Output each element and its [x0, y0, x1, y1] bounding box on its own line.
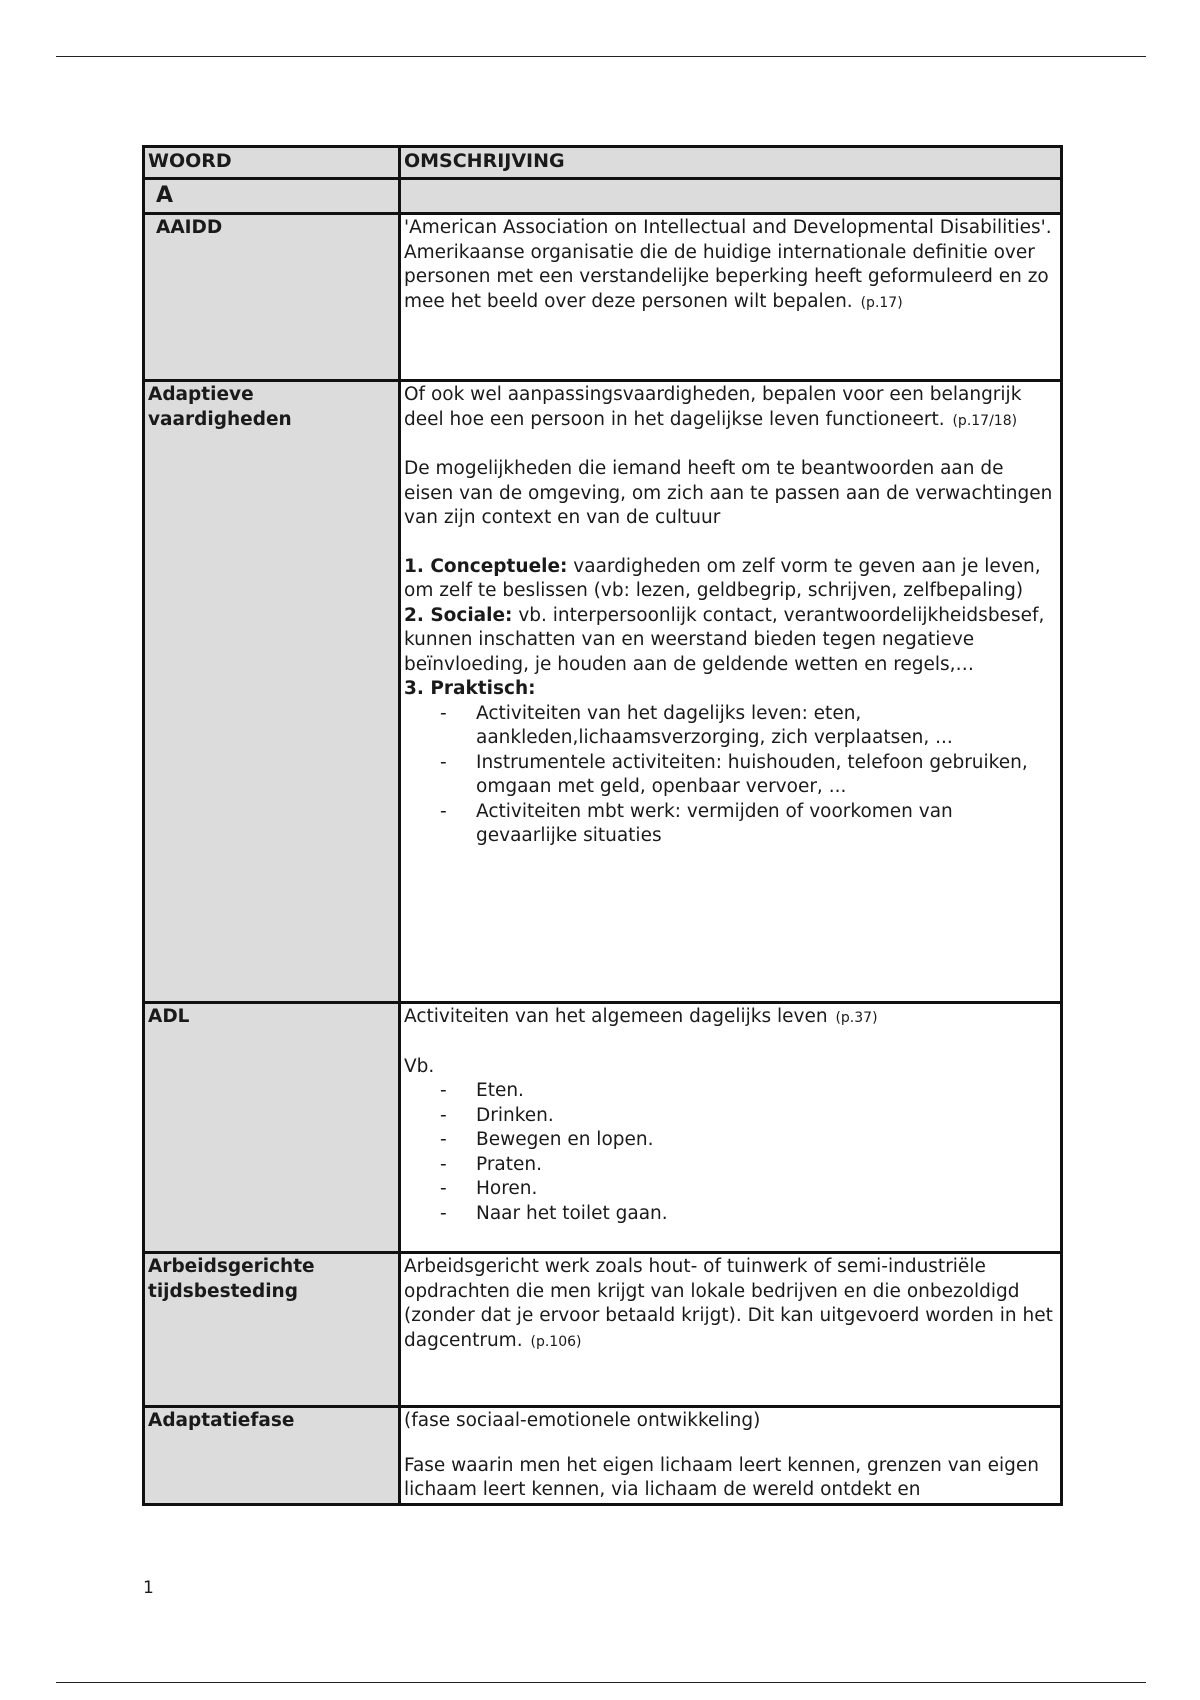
adaptieve-para2: De mogelijkheden die iemand heeft om te beantwoorden aan de eisen van de omgeving, om zich aan te passen aan de verwachtingen van zijn context en van de cultuur: [404, 458, 1053, 528]
header-description: OMSCHRIJVING: [400, 147, 1062, 179]
page-ref: (p.17/18): [952, 412, 1018, 429]
adaptatie-text1: (fase sociaal-emotionele ontwikkeling): [404, 1410, 761, 1431]
term-adaptatiefase: Adaptatiefase: [148, 1410, 295, 1431]
table-row: [144, 1003, 1062, 1253]
page-ref: (p.37): [835, 1010, 878, 1026]
adaptieve-intro: Of ook wel aanpassingsvaardigheden, bepalen voor een belangrijk deel hoe een persoon in het dagelijkse leven functioneert.: [404, 384, 1022, 430]
top-rule: [56, 56, 1146, 57]
adl-text: Activiteiten van het algemeen dagelijks leven: [404, 1006, 828, 1027]
description-cell: [400, 1253, 1062, 1407]
aaidd-text: 'American Association on Intellectual and Developmental Disabilities'. Amerikaanse organisatie die de huidige internationale definitie over personen met een verstandelijke beperking heeft geformuleerd en zo mee het beeld over deze personen wilt bepalen.: [404, 217, 1052, 312]
letter-row: [144, 179, 1062, 214]
term-adl: ADL: [148, 1006, 190, 1027]
section-letter: A: [156, 183, 174, 208]
glossary-table: [142, 145, 1063, 1506]
praktisch-label: 3. Praktisch:: [404, 678, 536, 699]
adaptatie-text2: Fase waarin men het eigen lichaam leert kennen, grenzen van eigen lichaam leert kennen, via lichaam de wereld ontdekt en: [404, 1454, 1039, 1500]
table-row: [144, 214, 1062, 381]
list-item: - Horen.: [404, 1177, 1057, 1202]
description-cell: [400, 1003, 1062, 1253]
sociaal-label: 2. Sociale:: [404, 604, 513, 626]
table-row: [144, 1407, 1062, 1505]
table-header-row: [144, 147, 1062, 179]
list-item: - Activiteiten mbt werk: vermijden of voorkomen van gevaarlijke situaties: [404, 800, 1057, 849]
list-item: - Bewegen en lopen.: [404, 1128, 1057, 1153]
term-cell: [144, 1407, 400, 1505]
term-cell: [144, 381, 400, 1003]
list-item: - Instrumentele activiteiten: huishouden, telefoon gebruiken, omgaan met geld, openbaar vervoer, ...: [404, 751, 1057, 800]
adl-vb: Vb.: [404, 1055, 435, 1077]
list-item: - Activiteiten van het dagelijks leven: eten, aankleden,lichaamsverzorging, zich verplaatsen, ...: [404, 702, 1057, 751]
arbeid-text: Arbeidsgericht werk zoals hout- of tuinwerk of semi-industriële opdrachten die men krijgt van lokale bedrijven en die onbezoldigd (zonder dat je ervoor betaald krijgt). Dit kan uitgevoerd worden in het dagcentrum.: [404, 1256, 1053, 1351]
conceptueel-text: vaardigheden om zelf vorm te geven aan je leven, om zelf te beslissen (vb: lezen, geldbegrip, schrijven, zelfbepaling): [404, 555, 1041, 601]
sociaal-text: vb. interpersoonlijk contact, verantwoordelijkheidsbesef, kunnen inschatten van en weerstand bieden tegen negatieve beïnvloeding, je houden aan de geldende wetten en regels,…: [404, 604, 1045, 675]
term-adaptieve-vaardigheden: Adaptieve vaardigheden: [148, 384, 292, 430]
page-ref: (p.106): [530, 1333, 582, 1350]
adl-list: [404, 1079, 1057, 1226]
list-item: - Praten.: [404, 1153, 1057, 1178]
term-cell: [144, 1003, 400, 1253]
term-cell: [144, 1253, 400, 1407]
letter-row-empty: [400, 179, 1062, 214]
table-row: [144, 1253, 1062, 1407]
table-row: [144, 381, 1062, 1003]
term-cell: [144, 214, 400, 381]
description-cell: [400, 1407, 1062, 1505]
term-aaidd: AAIDD: [156, 217, 223, 238]
description-cell: [400, 381, 1062, 1003]
page-ref: (p.17): [860, 294, 903, 311]
term-arbeidsgerichte-tijdsbesteding: Arbeidsgerichte tijdsbesteding: [148, 1256, 315, 1302]
page-number: 1: [143, 1578, 154, 1598]
bottom-rule: [56, 1682, 1146, 1683]
list-item: - Drinken.: [404, 1104, 1057, 1129]
praktisch-list: [404, 702, 1057, 849]
description-cell: [400, 214, 1062, 381]
header-term: WOORD: [144, 147, 400, 179]
list-item: - Eten.: [404, 1079, 1057, 1104]
conceptueel-label: 1. Conceptuele:: [404, 555, 568, 577]
list-item: - Naar het toilet gaan.: [404, 1202, 1057, 1227]
